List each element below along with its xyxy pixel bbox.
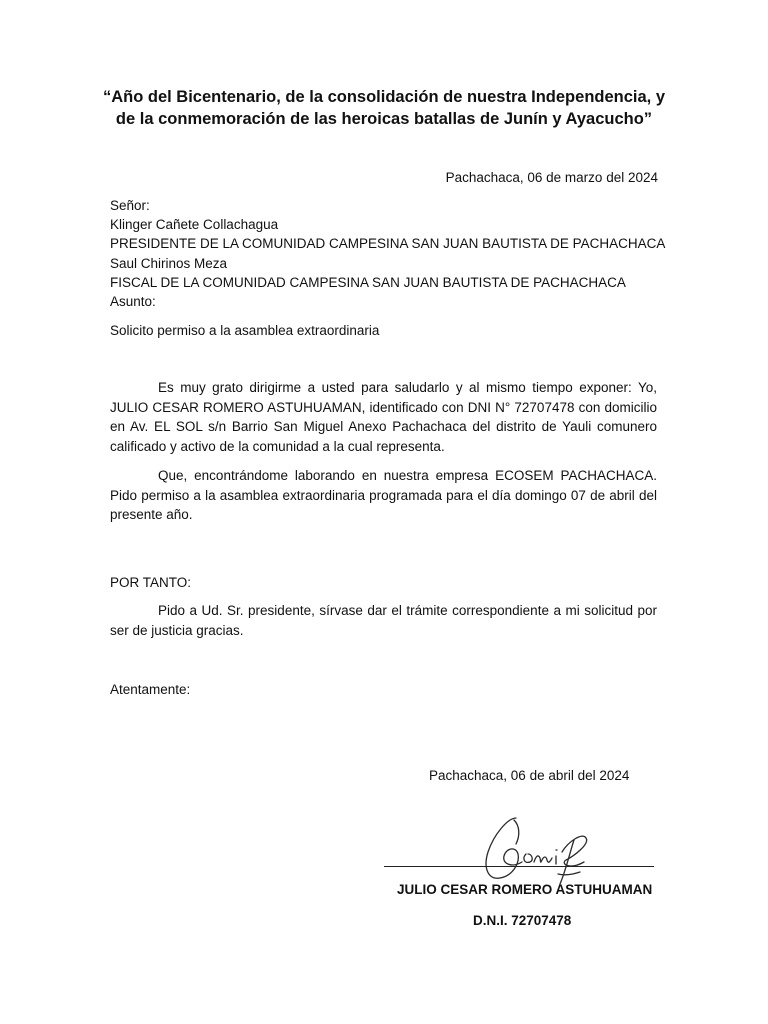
signature-line [384, 866, 654, 867]
addressee-name-1: Klinger Cañete Collachagua [110, 217, 279, 232]
signer-dni: D.N.I. 72707478 [473, 913, 572, 928]
addressee-role-1: PRESIDENTE DE LA COMUNIDAD CAMPESINA SAN JUAN BAUTISTA DE PACHACHACA [110, 236, 666, 251]
signer-name: JULIO CESAR ROMERO ASTUHUAMAN [397, 882, 653, 897]
header-line-2: de la conmemoración de las heroicas batallas de Junín y Ayacucho” [115, 110, 653, 128]
por-tanto-label: POR TANTO: [110, 575, 192, 590]
closing: Atentamente: [110, 682, 191, 697]
addressee-name-2: Saul Chirinos Meza [110, 256, 228, 271]
header-line-1: “Año del Bicentenario, de la consolidación de nuestra Independencia, y [102, 88, 666, 106]
document-header [60, 86, 708, 130]
subject-label: Asunto: [110, 294, 156, 309]
body-paragraph-3: Pido a Ud. Sr. presidente, sírvase dar el trámite correspondiente a mi solicitud por ser de justicia gracias. [110, 603, 657, 638]
body-paragraph-1: Es muy grato dirigirme a usted para saludarlo y al mismo tiempo exponer: Yo, JULIO CESAR ROMERO ASTUHUAMAN, identificado con DNI N° 72707478 con domicilio en Av. EL SOL s/n Barrio San Miguel Anexo Pachachaca del distrito de Yauli comunero calificado y activo de la comunidad a la cual representa. [110, 380, 657, 454]
subject-text: Solicito permiso a la asamblea extraordinaria [110, 323, 380, 338]
letter-date: Pachachaca, 06 de marzo del 2024 [445, 170, 658, 185]
body-paragraph-2: Que, encontrándome laborando en nuestra empresa ECOSEM PACHACHACA. Pido permiso a la asamblea extraordinaria programada para el día domingo 07 de abril del presente año. [110, 468, 657, 522]
addressee-role-2: FISCAL DE LA COMUNIDAD CAMPESINA SAN JUAN BAUTISTA DE PACHACHACA [110, 275, 626, 290]
signature-date: Pachachaca, 06 de abril del 2024 [429, 768, 630, 783]
salutation: Señor: [110, 198, 150, 213]
